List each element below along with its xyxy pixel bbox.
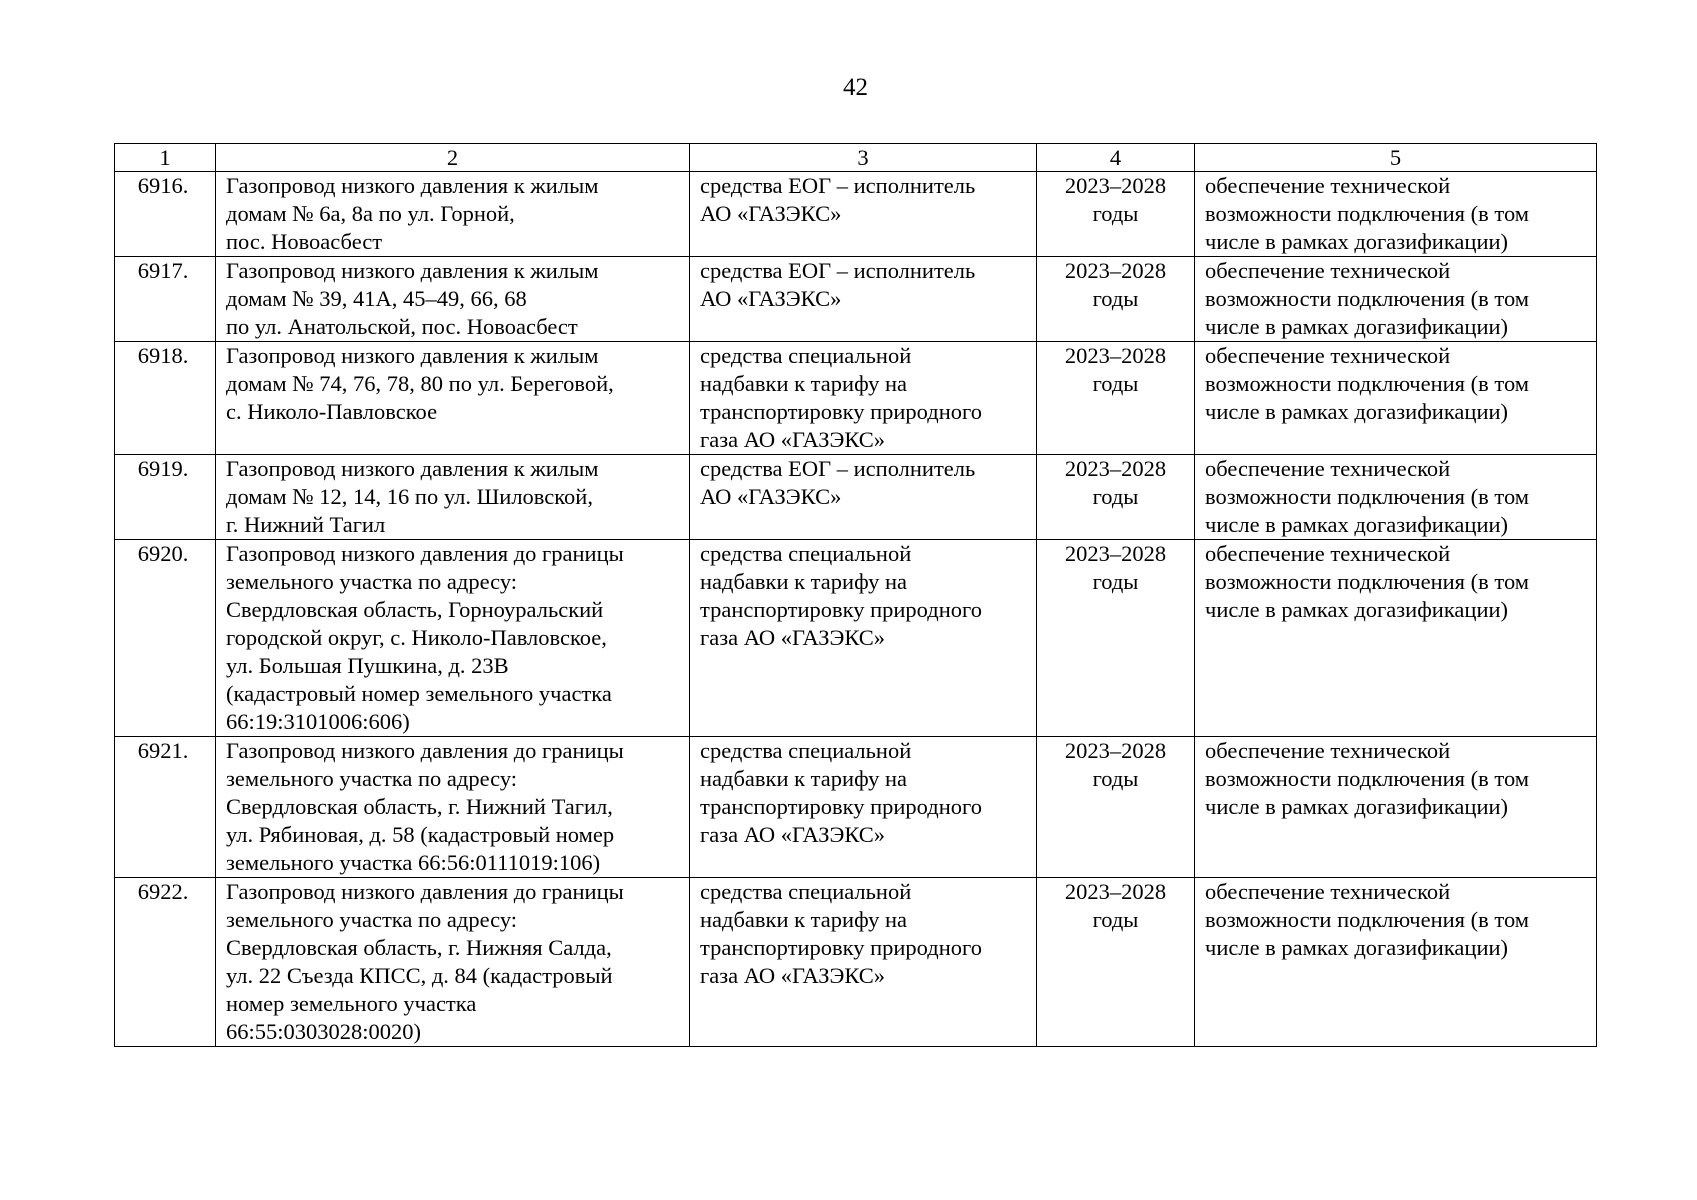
funding-source-cell [690,342,1037,455]
page-number: 42 [843,74,868,101]
cell-text-line: Свердловская область, Горноуральский [226,597,604,622]
cell-text-line: транспортировку природного [700,935,982,960]
cell-text-line: числе в рамках догазификации) [1205,399,1509,424]
implementation-period-cell [1037,878,1195,1047]
cell-text-line: средства специальной [700,343,912,368]
cell-text-line: домам № 39, 41А, 45–49, 66, 68 [226,286,527,311]
cell-text-line: Газопровод низкого давления до границы [226,879,624,904]
cell-text-line: числе в рамках догазификации) [1205,314,1509,339]
cell-text-line: 66:55:0303028:0020) [226,1019,421,1044]
cell-text-line: газа АО «ГАЗЭКС» [700,625,886,650]
table-row [115,540,1597,737]
row-number-cell: 6922. [115,878,216,1047]
cell-text-line: Газопровод низкого давления к жилым [226,456,599,481]
implementation-period-cell [1037,257,1195,342]
table-row [115,455,1597,540]
cell-text-line: Газопровод низкого давления к жилым [226,258,599,283]
cell-text-line: средства специальной [700,738,912,763]
cell-text-line: ул. 22 Съезда КПСС, д. 84 (кадастровый [226,963,613,988]
cell-text-line: возможности подключения (в том [1205,371,1529,396]
cell-text-line: годы [1092,371,1139,396]
cell-text-line: газа АО «ГАЗЭКС» [700,427,886,452]
cell-text-line: годы [1092,201,1139,226]
purpose-cell [1195,342,1597,455]
funding-source-cell [690,737,1037,878]
row-number-cell: 6920. [115,540,216,737]
cell-text-line: газа АО «ГАЗЭКС» [700,963,886,988]
cell-text-line: транспортировку природного [700,597,982,622]
cell-text-line: с. Николо-Павловское [226,399,438,424]
cell-text-line: числе в рамках догазификации) [1205,597,1509,622]
table-body [115,172,1597,1047]
object-description-cell [216,172,690,257]
cell-text-line: возможности подключения (в том [1205,286,1529,311]
cell-text-line: годы [1092,766,1139,791]
column-number-header: 3 [690,144,1037,172]
cell-text-line: газа АО «ГАЗЭКС» [700,822,886,847]
cell-text-line: домам № 74, 76, 78, 80 по ул. Береговой, [226,371,614,396]
cell-text-line: земельного участка по адресу: [226,569,518,594]
cell-text-line: пос. Новоасбест [226,229,383,254]
cell-text-line: транспортировку природного [700,399,982,424]
cell-text-line: г. Нижний Тагил [226,512,386,537]
cell-text-line: обеспечение технической [1205,258,1451,283]
object-description-cell [216,455,690,540]
object-description-cell [216,540,690,737]
cell-text-line: надбавки к тарифу на [700,569,907,594]
cell-text-line: надбавки к тарифу на [700,766,907,791]
cell-text-line: Свердловская область, г. Нижний Тагил, [226,794,613,819]
column-number-row [115,144,1597,172]
row-number-cell: 6919. [115,455,216,540]
purpose-cell [1195,878,1597,1047]
cell-text-line: числе в рамках догазификации) [1205,935,1509,960]
cell-text-line: земельного участка по адресу: [226,766,518,791]
table-row [115,737,1597,878]
cell-text-line: возможности подключения (в том [1205,907,1529,932]
cell-text-line: возможности подключения (в том [1205,201,1529,226]
row-number-cell: 6921. [115,737,216,878]
funding-source-cell [690,257,1037,342]
cell-text-line: Газопровод низкого давления к жилым [226,343,599,368]
cell-text-line: обеспечение технической [1205,173,1451,198]
cell-text-line: земельного участка 66:56:0111019:106) [226,850,601,875]
cell-text-line: 2023–2028 [1064,173,1167,198]
implementation-period-cell [1037,540,1195,737]
implementation-period-cell [1037,342,1195,455]
cell-text-line: 2023–2028 [1064,541,1167,566]
cell-text-line: 2023–2028 [1064,738,1167,763]
column-number-header: 1 [115,144,216,172]
cell-text-line: 2023–2028 [1064,456,1167,481]
cell-text-line: обеспечение технической [1205,343,1451,368]
object-description-cell [216,257,690,342]
column-number-header: 2 [216,144,690,172]
cell-text-line: надбавки к тарифу на [700,907,907,932]
cell-text-line: (кадастровый номер земельного участка [226,681,612,706]
cell-text-line: Газопровод низкого давления до границы [226,738,624,763]
cell-text-line: земельного участка по адресу: [226,907,518,932]
cell-text-line: транспортировку природного [700,794,982,819]
implementation-period-cell [1037,172,1195,257]
cell-text-line: средства ЕОГ – исполнитель [700,456,976,481]
table-row [115,257,1597,342]
cell-text-line: годы [1092,569,1139,594]
table-row [115,878,1597,1047]
cell-text-line: 66:19:3101006:606) [226,709,410,734]
cell-text-line: 2023–2028 [1064,879,1167,904]
implementation-period-cell [1037,737,1195,878]
cell-text-line: 2023–2028 [1064,258,1167,283]
row-number-cell: 6916. [115,172,216,257]
row-number-cell: 6918. [115,342,216,455]
cell-text-line: городской округ, с. Николо-Павловское, [226,625,607,650]
cell-text-line: числе в рамках догазификации) [1205,512,1509,537]
cell-text-line: надбавки к тарифу на [700,371,907,396]
cell-text-line: домам № 12, 14, 16 по ул. Шиловской, [226,484,593,509]
cell-text-line: по ул. Анатольской, пос. Новоасбест [226,314,578,339]
cell-text-line: средства специальной [700,879,912,904]
cell-text-line: возможности подключения (в том [1205,766,1529,791]
cell-text-line: средства ЕОГ – исполнитель [700,173,976,198]
row-number-cell: 6917. [115,257,216,342]
purpose-cell [1195,540,1597,737]
purpose-cell [1195,257,1597,342]
cell-text-line: числе в рамках догазификации) [1205,229,1509,254]
cell-text-line: годы [1092,907,1139,932]
cell-text-line: числе в рамках догазификации) [1205,794,1509,819]
cell-text-line: ул. Большая Пушкина, д. 23В [226,653,509,678]
column-number-header: 5 [1195,144,1597,172]
purpose-cell [1195,737,1597,878]
cell-text-line: годы [1092,286,1139,311]
cell-text-line: домам № 6а, 8а по ул. Горной, [226,201,515,226]
cell-text-line: годы [1092,484,1139,509]
table-row [115,172,1597,257]
cell-text-line: Газопровод низкого давления до границы [226,541,624,566]
cell-text-line: АО «ГАЗЭКС» [700,286,842,311]
cell-text-line: номер земельного участка [226,991,477,1016]
purpose-cell [1195,172,1597,257]
cell-text-line: Свердловская область, г. Нижняя Салда, [226,935,612,960]
purpose-cell [1195,455,1597,540]
cell-text-line: средства специальной [700,541,912,566]
cell-text-line: возможности подключения (в том [1205,569,1529,594]
object-description-cell [216,342,690,455]
funding-source-cell [690,878,1037,1047]
funding-source-cell [690,455,1037,540]
object-description-cell [216,737,690,878]
investment-program-table [114,143,1597,1047]
cell-text-line: 2023–2028 [1064,343,1167,368]
cell-text-line: Газопровод низкого давления к жилым [226,173,599,198]
cell-text-line: ул. Рябиновая, д. 58 (кадастровый номер [226,822,615,847]
cell-text-line: обеспечение технической [1205,456,1451,481]
cell-text-line: обеспечение технической [1205,541,1451,566]
funding-source-cell [690,172,1037,257]
object-description-cell [216,878,690,1047]
cell-text-line: возможности подключения (в том [1205,484,1529,509]
cell-text-line: АО «ГАЗЭКС» [700,484,842,509]
table-row [115,342,1597,455]
cell-text-line: обеспечение технической [1205,879,1451,904]
implementation-period-cell [1037,455,1195,540]
cell-text-line: АО «ГАЗЭКС» [700,201,842,226]
cell-text-line: средства ЕОГ – исполнитель [700,258,976,283]
cell-text-line: обеспечение технической [1205,738,1451,763]
column-number-header: 4 [1037,144,1195,172]
funding-source-cell [690,540,1037,737]
